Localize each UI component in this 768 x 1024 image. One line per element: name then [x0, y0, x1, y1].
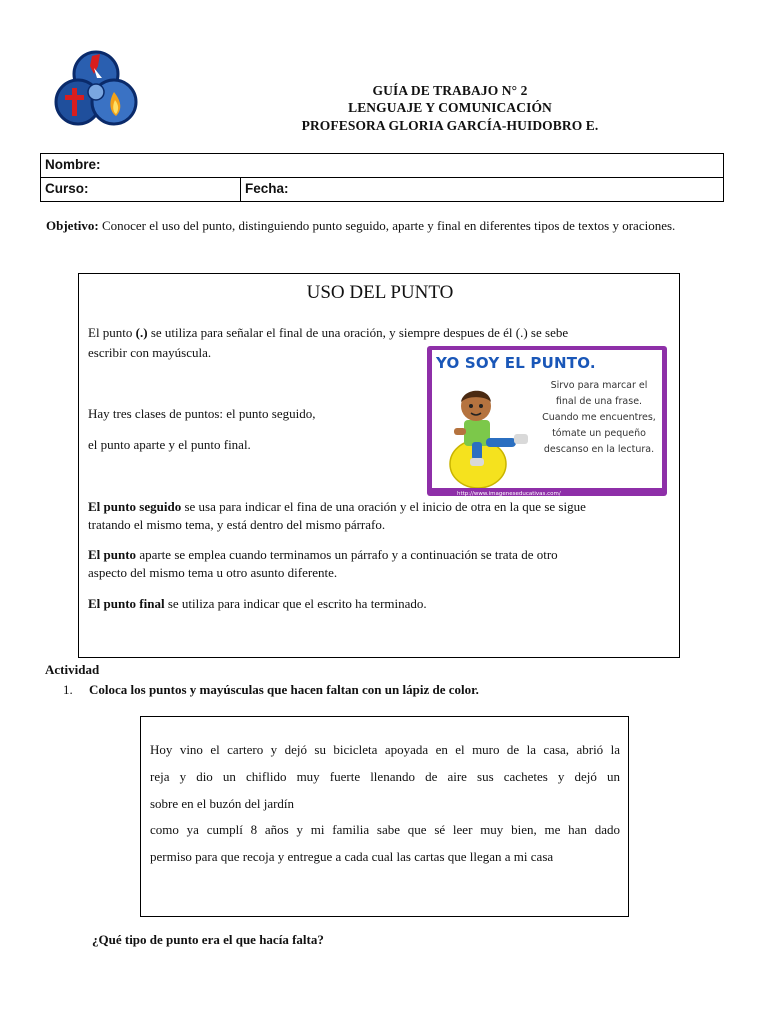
question: ¿Qué tipo de punto era el que hacía falta? — [92, 932, 324, 947]
objective — [46, 217, 726, 234]
seguido-line-2: tratando el mismo tema, y está dentro del mismo párrafo. — [88, 517, 386, 532]
nombre-label: Nombre: — [45, 157, 101, 172]
classes-line-2: el punto aparte y el punto final. — [88, 437, 251, 452]
intro-line-2: escribir con mayúscula. — [88, 345, 212, 360]
intro-line-1: El punto (.) se utiliza para señalar el final de una oración, y siempre despues de él (.) se sebe — [88, 325, 569, 340]
school-logo — [50, 44, 142, 132]
objective-text: Conocer el uso del punto, distinguiendo punto seguido, aparte y final en diferentes tipos de textos y oraciones. — [98, 218, 676, 233]
uso-del-punto-box — [78, 273, 680, 658]
boy-on-ball-illustration — [436, 376, 536, 488]
classes-line-1: Hay tres clases de puntos: el punto seguido, — [88, 406, 316, 421]
box-title: USO DEL PUNTO — [306, 282, 454, 303]
passage-box — [140, 716, 629, 917]
curso-fecha-row — [41, 177, 723, 201]
curso-label[interactable]: Curso: — [41, 178, 241, 201]
aparte-line-2: aspecto del mismo tema u otro asunto diferente. — [88, 565, 338, 580]
fecha-label[interactable]: Fecha: — [245, 181, 289, 196]
final-line: El punto final se utiliza para indicar que el escrito ha terminado. — [88, 596, 427, 611]
student-info-table — [40, 153, 724, 202]
poster-text: Sirvo para marcar el final de una frase. Cuando me encuentres, tómate un pequeño descanso en la lectura. — [542, 380, 656, 455]
seguido-line-1: El punto seguido se usa para indicar el fina de una oración y el inicio de otra en la que se sigue — [88, 499, 586, 514]
passage-line-1: Hoy vino el cartero y dejó su bicicleta apoyada en el muro de la casa, abrió la — [150, 742, 620, 757]
teacher-name: PROFESORA GLORIA GARCÍA-HUIDOBRO E. — [301, 118, 599, 133]
subject-title: LENGUAJE Y COMUNICACIÓN — [348, 100, 552, 115]
passage-line-3: sobre en el buzón del jardín — [150, 796, 295, 811]
aparte-line-1: El punto aparte se emplea cuando terminamos un párrafo y a continuación se trata de otro — [88, 547, 558, 562]
poster-title: YO SOY EL PUNTO. — [436, 354, 596, 372]
passage-line-5: permiso para que recoja y entregue a cada cual las cartas que llegan a mi casa — [150, 849, 554, 864]
yo-soy-el-punto-poster — [427, 346, 667, 496]
passage-line-4: como ya cumplí 8 años y mi familia sabe que sé leer muy bien, me han dado — [150, 822, 620, 837]
poster-url: http://www.imageneseducativas.com/ — [457, 491, 561, 496]
activity-item-1: 1. Coloca los puntos y mayúsculas que hacen faltan con un lápiz de color. — [63, 682, 479, 697]
objective-label: Objetivo: — [46, 218, 99, 233]
guide-title: GUÍA DE TRABAJO N° 2 — [372, 83, 528, 98]
activity-title: Actividad — [45, 662, 100, 677]
passage-line-2: reja y dio un chiflido muy fuerte llenando de aire sus cachetes y dejó un — [150, 769, 620, 784]
nombre-row[interactable] — [41, 154, 723, 177]
